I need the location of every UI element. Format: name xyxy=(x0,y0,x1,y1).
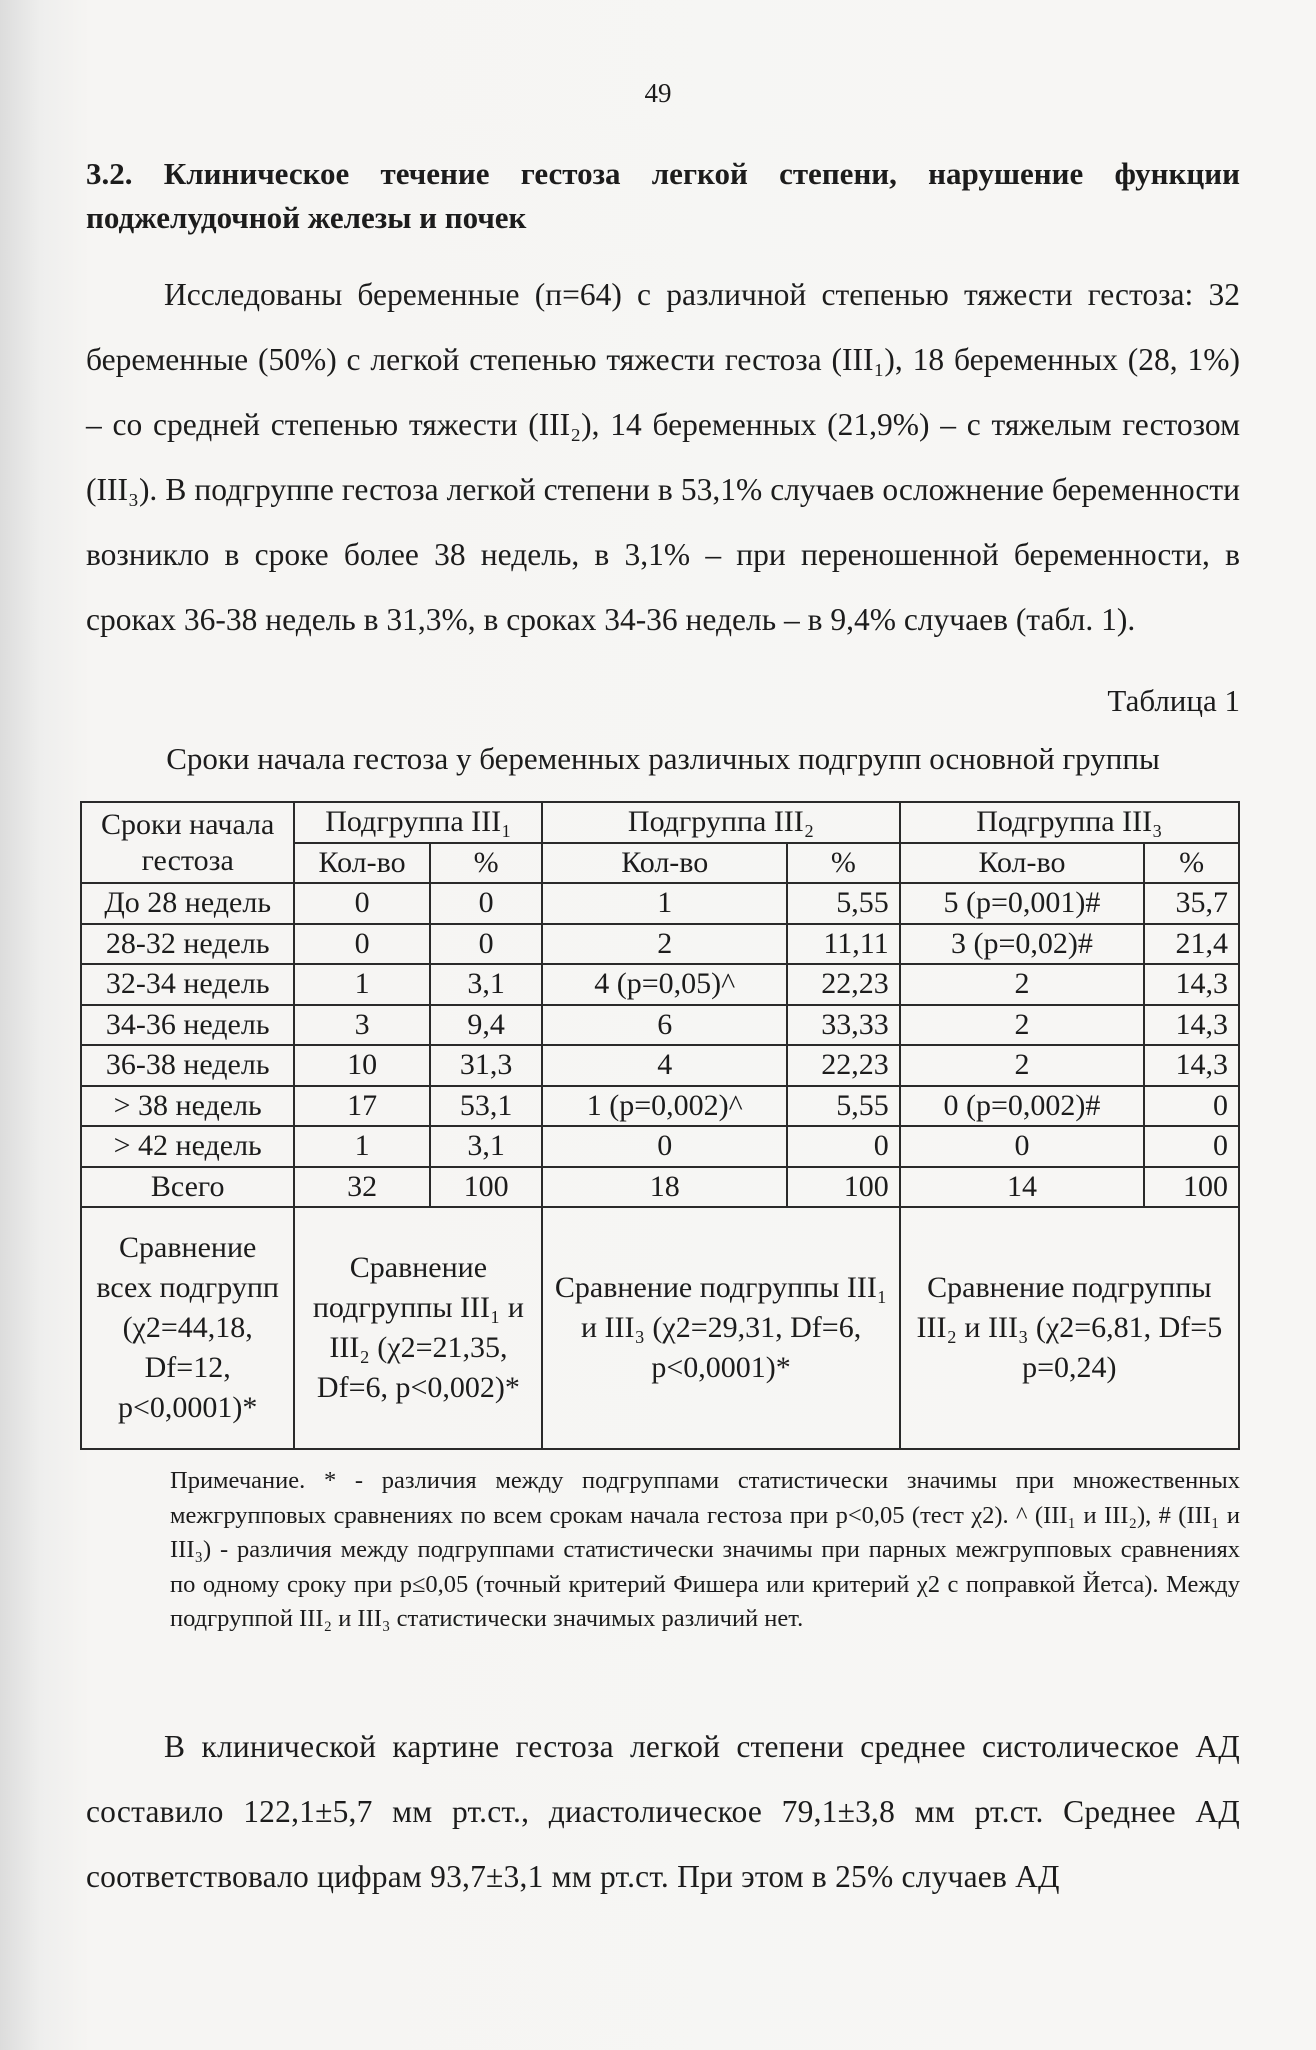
table-cell: 0 xyxy=(430,924,543,965)
table-cell: 17 xyxy=(294,1086,429,1127)
table-cell: 0 xyxy=(1144,1086,1239,1127)
table-cell: 9,4 xyxy=(430,1005,543,1046)
table-cell: 3,1 xyxy=(430,964,543,1005)
table-cell: 33,33 xyxy=(787,1005,900,1046)
table-row xyxy=(81,924,1239,965)
table-cell: 2 xyxy=(900,1045,1145,1086)
table-cell: 100 xyxy=(430,1167,543,1208)
header-onset-term: Сроки начала гестоза xyxy=(81,802,294,883)
body-paragraph-1: Исследованы беременные (п=64) с различной степенью тяжести гестоза: 32 беременные (50%) с легкой степенью тяжести гестоза (III₁), 18 беременных (28, 1%) – со средней степенью тяжести (III₂), 14 беременных (21,9%) – с тяжелым гестозом (III₃). В подгруппе гестоза легкой степени в 53,1% случаев осложнение беременности возникло в сроке более 38 недель, в 3,1% – при переношенной беременности, в сроках 36-38 недель в 31,3%, в сроках 34-36 недель – в 9,4% случаев (табл. 1). xyxy=(86,277,1240,637)
table-cell: 18 xyxy=(542,1167,787,1208)
row-label: 32-34 недель xyxy=(81,964,294,1005)
table-cell: 10 xyxy=(294,1045,429,1086)
table-title: Сроки начала гестоза у беременных различных подгрупп основной группы xyxy=(166,741,1160,776)
gestosis-onset-table xyxy=(80,801,1240,1450)
table-row xyxy=(81,883,1239,924)
row-label: > 42 недель xyxy=(81,1126,294,1167)
table-cell: 1 xyxy=(294,964,429,1005)
table-cell: 11,11 xyxy=(787,924,900,965)
table-cell: 0 xyxy=(294,924,429,965)
table-cell: 14 xyxy=(900,1167,1145,1208)
table-cell: 4 (p=0,05)^ xyxy=(542,964,787,1005)
row-label: 34-36 недель xyxy=(81,1005,294,1046)
subheader-percent: % xyxy=(1144,843,1239,884)
page-number: 49 xyxy=(644,78,672,108)
table-cell: 100 xyxy=(1144,1167,1239,1208)
subheader-percent: % xyxy=(787,843,900,884)
comparison-row xyxy=(81,1207,1239,1449)
table-cell: 0 xyxy=(787,1126,900,1167)
table-cell: 5 (p=0,001)# xyxy=(900,883,1145,924)
table-cell: 21,4 xyxy=(1144,924,1239,965)
subheader-count: Кол-во xyxy=(900,843,1145,884)
table-cell: 2 xyxy=(900,964,1145,1005)
comparison-2-3: Сравнение подгруппы III₂ и III₃ (χ2=6,81, Df=5 p=0,24) xyxy=(900,1207,1239,1449)
table-cell: 35,7 xyxy=(1144,883,1239,924)
table-cell: 3 xyxy=(294,1005,429,1046)
subheader-count: Кол-во xyxy=(294,843,429,884)
table-row xyxy=(81,964,1239,1005)
table-cell: 14,3 xyxy=(1144,1045,1239,1086)
table-row xyxy=(81,1005,1239,1046)
table-cell: 14,3 xyxy=(1144,1005,1239,1046)
table-cell: 1 (p=0,002)^ xyxy=(542,1086,787,1127)
table-cell: 0 xyxy=(1144,1126,1239,1167)
row-label: До 28 недель xyxy=(81,883,294,924)
table-cell: 0 xyxy=(430,883,543,924)
table-cell: 4 xyxy=(542,1045,787,1086)
table-header-row xyxy=(81,802,1239,843)
comparison-1-3: Сравнение подгруппы III₁ и III₃ (χ2=29,31, Df=6, p<0,0001)* xyxy=(542,1207,899,1449)
table-body xyxy=(81,883,1239,1207)
header-subgroup-1: Подгруппа III₁ xyxy=(294,802,542,843)
table-row xyxy=(81,1126,1239,1167)
body-paragraph-2: В клинической картине гестоза легкой степени среднее систолическое АД составило 122,1±5,7 мм рт.ст., диастолическое 79,1±3,8 мм рт.ст. Среднее АД соответствовало цифрам 93,7±3,1 мм рт.ст. При этом в 25% случаев АД xyxy=(86,1729,1240,1894)
comparison-1-2: Сравнение подгруппы III₁ и III₂ (χ2=21,35, Df=6, p<0,002)* xyxy=(294,1207,542,1449)
row-label: > 38 недель xyxy=(81,1086,294,1127)
row-label: 36-38 недель xyxy=(81,1045,294,1086)
comparison-all: Сравнение всех подгрупп (χ2=44,18, Df=12, p<0,0001)* xyxy=(81,1207,294,1449)
table-row xyxy=(81,1167,1239,1208)
table-cell: 0 (p=0,002)# xyxy=(900,1086,1145,1127)
table-cell: 32 xyxy=(294,1167,429,1208)
row-label: 28-32 недель xyxy=(81,924,294,965)
table-cell: 0 xyxy=(900,1126,1145,1167)
table-note: Примечание. * - различия между подгруппами статистически значимы при множественных межгрупповых сравнениях по всем срокам начала гестоза при p<0,05 (тест χ2). ^ (III₁ и III₂), # (III₁ и III₃) - различия между подгруппами статистически значимы при парных межгрупповых сравнениях по одному сроку при p≤0,05 (точный критерий Фишера или критерий χ2 с поправкой Йетса). Между подгруппой III₂ и III₃ статистически значимых различий нет. xyxy=(170,1467,1240,1632)
subheader-percent: % xyxy=(430,843,543,884)
table-cell: 100 xyxy=(787,1167,900,1208)
table-row xyxy=(81,1045,1239,1086)
table-cell: 3 (p=0,02)# xyxy=(900,924,1145,965)
table-cell: 0 xyxy=(294,883,429,924)
table-cell: 53,1 xyxy=(430,1086,543,1127)
table-cell: 5,55 xyxy=(787,883,900,924)
table-cell: 14,3 xyxy=(1144,964,1239,1005)
table-cell: 22,23 xyxy=(787,964,900,1005)
table-cell: 6 xyxy=(542,1005,787,1046)
table-cell: 0 xyxy=(542,1126,787,1167)
subheader-count: Кол-во xyxy=(542,843,787,884)
table-cell: 2 xyxy=(900,1005,1145,1046)
table-cell: 31,3 xyxy=(430,1045,543,1086)
table-row xyxy=(81,1086,1239,1127)
table-caption: Таблица 1 xyxy=(1107,683,1240,718)
table-cell: 1 xyxy=(294,1126,429,1167)
header-subgroup-3: Подгруппа III₃ xyxy=(900,802,1239,843)
table-cell: 1 xyxy=(542,883,787,924)
table-cell: 22,23 xyxy=(787,1045,900,1086)
row-label: Всего xyxy=(81,1167,294,1208)
header-subgroup-2: Подгруппа III₂ xyxy=(542,802,899,843)
table-cell: 5,55 xyxy=(787,1086,900,1127)
section-heading: 3.2. Клиническое течение гестоза легкой степени, нарушение функции поджелудочной железы и почек xyxy=(86,156,1240,235)
table-cell: 2 xyxy=(542,924,787,965)
table-cell: 3,1 xyxy=(430,1126,543,1167)
